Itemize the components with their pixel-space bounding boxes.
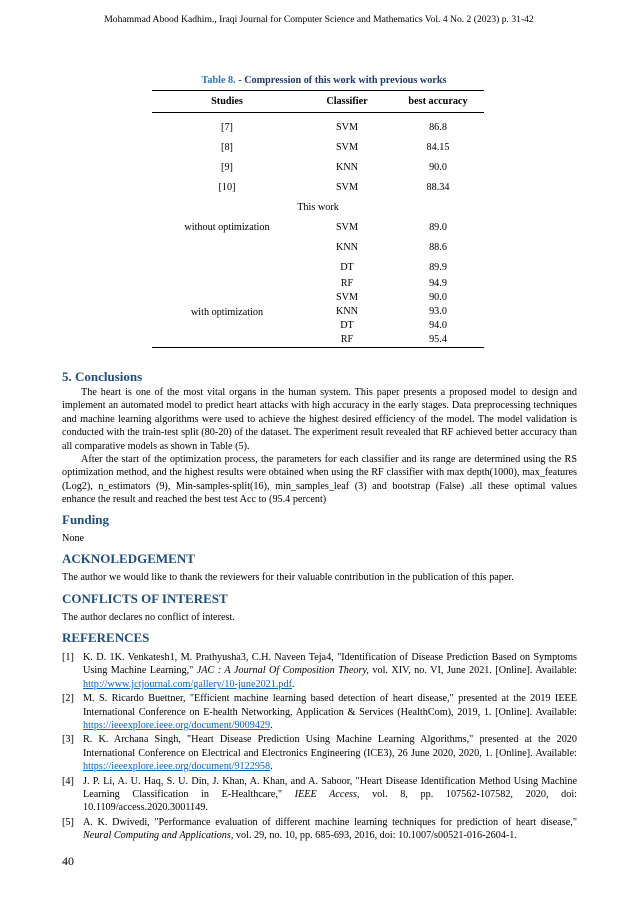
cell-classifier: KNN	[335, 161, 359, 173]
reference-item	[62, 775, 577, 815]
reference-body: J. P. Li, A. U. Haq, S. U. Din, J. Khan, A. Khan, and A. Saboor, "Heart Disease Identification Method Using Machine Learning Classification in E-Healthcare,"	[83, 775, 577, 801]
table-caption-text: - Compression of this work with previous works	[235, 75, 447, 86]
reference-link[interactable]: http://www.jctjournal.com/gallery/10-june2021.pdf	[83, 678, 292, 690]
reference-venue: JAC : A Journal Of Composition Theory,	[196, 665, 369, 677]
acknowledgement-heading: ACKNOLEDGEMENT	[62, 551, 195, 566]
cell-study: [9]	[221, 161, 233, 173]
cell-classifier-stack	[302, 277, 392, 348]
col-header-accuracy: best accuracy	[392, 91, 484, 113]
page-number: 40	[62, 854, 74, 868]
funding-text: None	[62, 533, 85, 544]
cell-classifier: SVM	[335, 141, 359, 153]
table-header-row	[152, 91, 484, 113]
table-row	[152, 137, 484, 157]
acknowledgement-text: The author we would like to thank the reviewers for their valuable contribution in the publication of this paper.	[62, 572, 514, 583]
table-row	[152, 257, 484, 277]
reference-details: vol. XIV, no. VI, June 2021. [Online]. Available:	[368, 665, 577, 677]
reference-list	[62, 651, 577, 844]
reference-details: vol. 8, pp. 107562-107582, 2020, doi: 10.1109/access.2020.3001149.	[83, 789, 577, 814]
references-heading: REFERENCES	[62, 630, 150, 645]
cell-accuracy: 93.0	[429, 306, 447, 317]
cell-accuracy: 88.34	[426, 181, 450, 193]
col-header-studies: Studies	[152, 91, 302, 113]
reference-details: vol. 29, no. 10, pp. 685-693, 2016, doi: 10.1007/s00521-016-2604-1.	[233, 830, 517, 842]
cell-study: [7]	[221, 121, 233, 133]
cell-accuracy: 88.6	[429, 241, 447, 253]
conflicts-text: The author declares no conflict of interest.	[62, 612, 235, 623]
cell-accuracy: 86.8	[429, 121, 447, 133]
table-row-this-work	[152, 197, 484, 217]
conflicts-heading: CONFLICTS OF INTEREST	[62, 591, 228, 606]
reference-number: [2]	[62, 693, 74, 705]
cell-accuracy: 89.0	[429, 221, 447, 233]
cell-with-optimization: with optimization	[152, 277, 302, 348]
reference-item	[62, 692, 577, 732]
conclusions-paragraph-1: The heart is one of the most vital organs in the human system. This paper presents a proposed model to design and implement an automated model to predict heart attacks with high accuracy in the early stages. Data preprocessing techniques and machine learning algorithms were used to achieve the highest desired efficiency of the model. The model validation is conducted with the train-test split (80-20) of the dataset. The experiment result revealed that RF achieved better accuracy than all comparative models as shown in Table (5).	[62, 387, 577, 452]
reference-number: [5]	[62, 816, 74, 828]
reference-body: K. D. 1K. Venkatesh1, M. Prathyusha3, C.H. Naveen Teja4, "Identification of Disease Prediction Based on Symptoms Using Machine Learning,"	[83, 652, 577, 677]
cell-accuracy: 95.4	[429, 334, 447, 345]
cell-classifier: DT	[340, 261, 354, 273]
reference-tail: .	[292, 678, 295, 690]
cell-classifier: RF	[340, 334, 354, 345]
cell-study: [8]	[221, 141, 233, 153]
cell-classifier: DT	[340, 320, 354, 331]
table-row	[152, 177, 484, 197]
table-row	[152, 237, 484, 257]
reference-item	[62, 733, 577, 773]
reference-venue: IEEE Access,	[294, 789, 360, 801]
cell-without-optimization: without optimization	[184, 221, 270, 233]
cell-accuracy: 89.9	[429, 261, 447, 273]
cell-classifier: SVM	[335, 181, 359, 193]
table-row-with-optimization	[152, 277, 484, 348]
reference-tail: .	[270, 720, 273, 732]
conclusions-paragraph-2: After the start of the optimization process, the parameters for each classifier and its range are determined using the RS optimization method, and the highest results were obtained when using the RF classifier with max depth(1000), max_features (Log2), n_estimators (9), Min-samples-split(16), min_samples_leaf (3) and bootstrap (False) .all these optimal values enhance the result and reached the best test Acc to (95.4 percent)	[62, 454, 577, 506]
reference-number: [4]	[62, 775, 74, 787]
comparison-table	[152, 90, 484, 348]
this-work-label: This work	[297, 201, 339, 213]
reference-body: A. K. Dwivedi, "Performance evaluation of different machine learning techniques for prediction of heart disease,"	[83, 816, 577, 828]
reference-number: [3]	[62, 734, 74, 746]
reference-link[interactable]: https://ieeexplore.ieee.org/document/9122958	[83, 761, 271, 773]
cell-classifier: SVM	[335, 221, 359, 233]
cell-accuracy-stack	[392, 277, 484, 348]
table-row	[152, 117, 484, 137]
reference-text	[83, 651, 577, 691]
reference-number: [1]	[62, 652, 74, 663]
table-row	[152, 157, 484, 177]
cell-accuracy: 94.9	[429, 278, 447, 289]
reference-text	[83, 692, 577, 732]
reference-text	[83, 733, 577, 773]
table-caption	[175, 75, 473, 86]
running-header: Mohammad Abood Kadhim., Iraqi Journal for Computer Science and Mathematics Vol. 4 No. 2 (2023) p. 31-42	[104, 14, 534, 25]
reference-link[interactable]: https://ieeexplore.ieee.org/document/9009429	[83, 720, 271, 732]
cell-classifier: SVM	[335, 292, 359, 303]
cell-study: [10]	[218, 181, 236, 193]
reference-venue: Neural Computing and Applications,	[83, 830, 234, 842]
cell-classifier: KNN	[335, 306, 359, 317]
cell-accuracy: 90.0	[429, 161, 447, 173]
reference-body: M. S. Ricardo Buettner, "Efficient machine learning based detection of heart disease," presented at the 2019 IEEE International Conference on E-health Networking, Application & Services (HealthCom), 2019, 1. [Online]. Available:	[83, 693, 577, 718]
reference-item	[62, 816, 577, 843]
cell-classifier: RF	[340, 278, 354, 289]
cell-accuracy: 84.15	[426, 141, 450, 153]
reference-text	[83, 816, 577, 843]
table-row	[152, 217, 484, 237]
reference-tail: .	[270, 761, 273, 773]
conclusions-heading: 5. Conclusions	[62, 369, 143, 384]
cell-classifier: SVM	[335, 121, 359, 133]
cell-accuracy: 90.0	[429, 292, 447, 303]
col-header-classifier: Classifier	[302, 91, 392, 113]
reference-body: R. K. Archana Singh, "Heart Disease Prediction Using Machine Learning Algorithms," presented at the 2020 International Conference on Electrical and Electronics Engineering (ICE3), 26 June 2020, 2020, 1. [Online]. Available:	[83, 734, 577, 759]
cell-accuracy: 94.0	[429, 320, 447, 331]
reference-text	[83, 775, 577, 815]
table-caption-ref: Table 8.	[201, 75, 236, 86]
cell-classifier: KNN	[335, 241, 359, 253]
funding-heading: Funding	[62, 512, 109, 527]
reference-item	[62, 651, 577, 691]
